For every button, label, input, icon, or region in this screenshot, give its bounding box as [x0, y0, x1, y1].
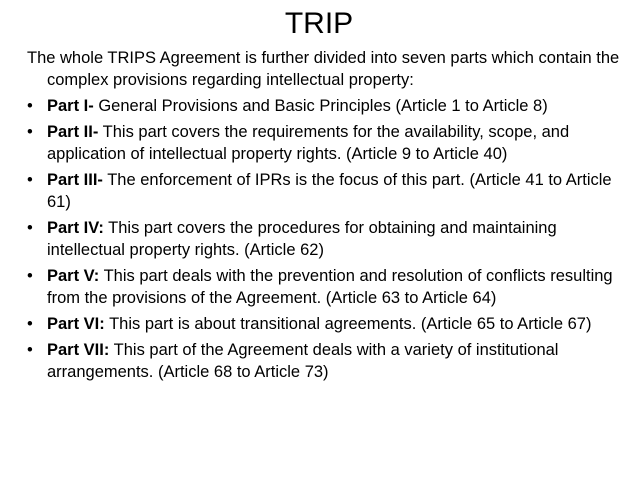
- bullet-icon: [27, 217, 41, 239]
- bullet-icon: [27, 313, 41, 335]
- slide-title: TRIP: [284, 7, 354, 40]
- part-description: General Provisions and Basic Principles (Article 1 to Article 8): [93, 97, 548, 115]
- part-description: This part covers the requirements for the availability, scope, and application of intellectual property rights. (Article 9 to Article 40): [47, 123, 570, 163]
- part-description: This part is about transitional agreements. (Article 65 to Article 67): [104, 315, 592, 333]
- list-item-part-6: [27, 313, 625, 335]
- part-description: This part of the Agreement deals with a variety of institutional arrangements. (Article 68 to Article 73): [47, 341, 559, 381]
- bullet-icon: [27, 169, 41, 191]
- part-label: Part IV:: [47, 219, 104, 237]
- part-label: Part I-: [47, 97, 94, 115]
- parts-list: [27, 95, 625, 387]
- list-item-part-4: [27, 217, 625, 261]
- part-label: Part II-: [47, 123, 99, 141]
- list-item-part-1: [27, 95, 625, 117]
- bullet-icon: [27, 265, 41, 287]
- bullet-icon: [27, 95, 41, 117]
- part-label: Part VII:: [47, 341, 110, 359]
- list-item-part-2: [27, 121, 625, 165]
- part-label: Part V:: [47, 267, 100, 285]
- bullet-icon: [27, 339, 41, 361]
- part-description: The enforcement of IPRs is the focus of this part. (Article 41 to Article 61): [47, 171, 612, 211]
- intro-paragraph: The whole TRIPS Agreement is further divided into seven parts which contain the complex provisions regarding intellectual property:: [27, 49, 620, 89]
- part-description: This part covers the procedures for obtaining and maintaining intellectual property rights. (Article 62): [47, 219, 557, 259]
- list-item-part-7: [27, 339, 625, 383]
- list-item-part-5: [27, 265, 625, 309]
- part-label: Part VI:: [47, 315, 105, 333]
- part-description: This part deals with the prevention and resolution of conflicts resulting from the provisions of the Agreement. (Article 63 to Article 64): [47, 267, 613, 307]
- bullet-icon: [27, 121, 41, 143]
- list-item-part-3: [27, 169, 625, 213]
- part-label: Part III-: [47, 171, 103, 189]
